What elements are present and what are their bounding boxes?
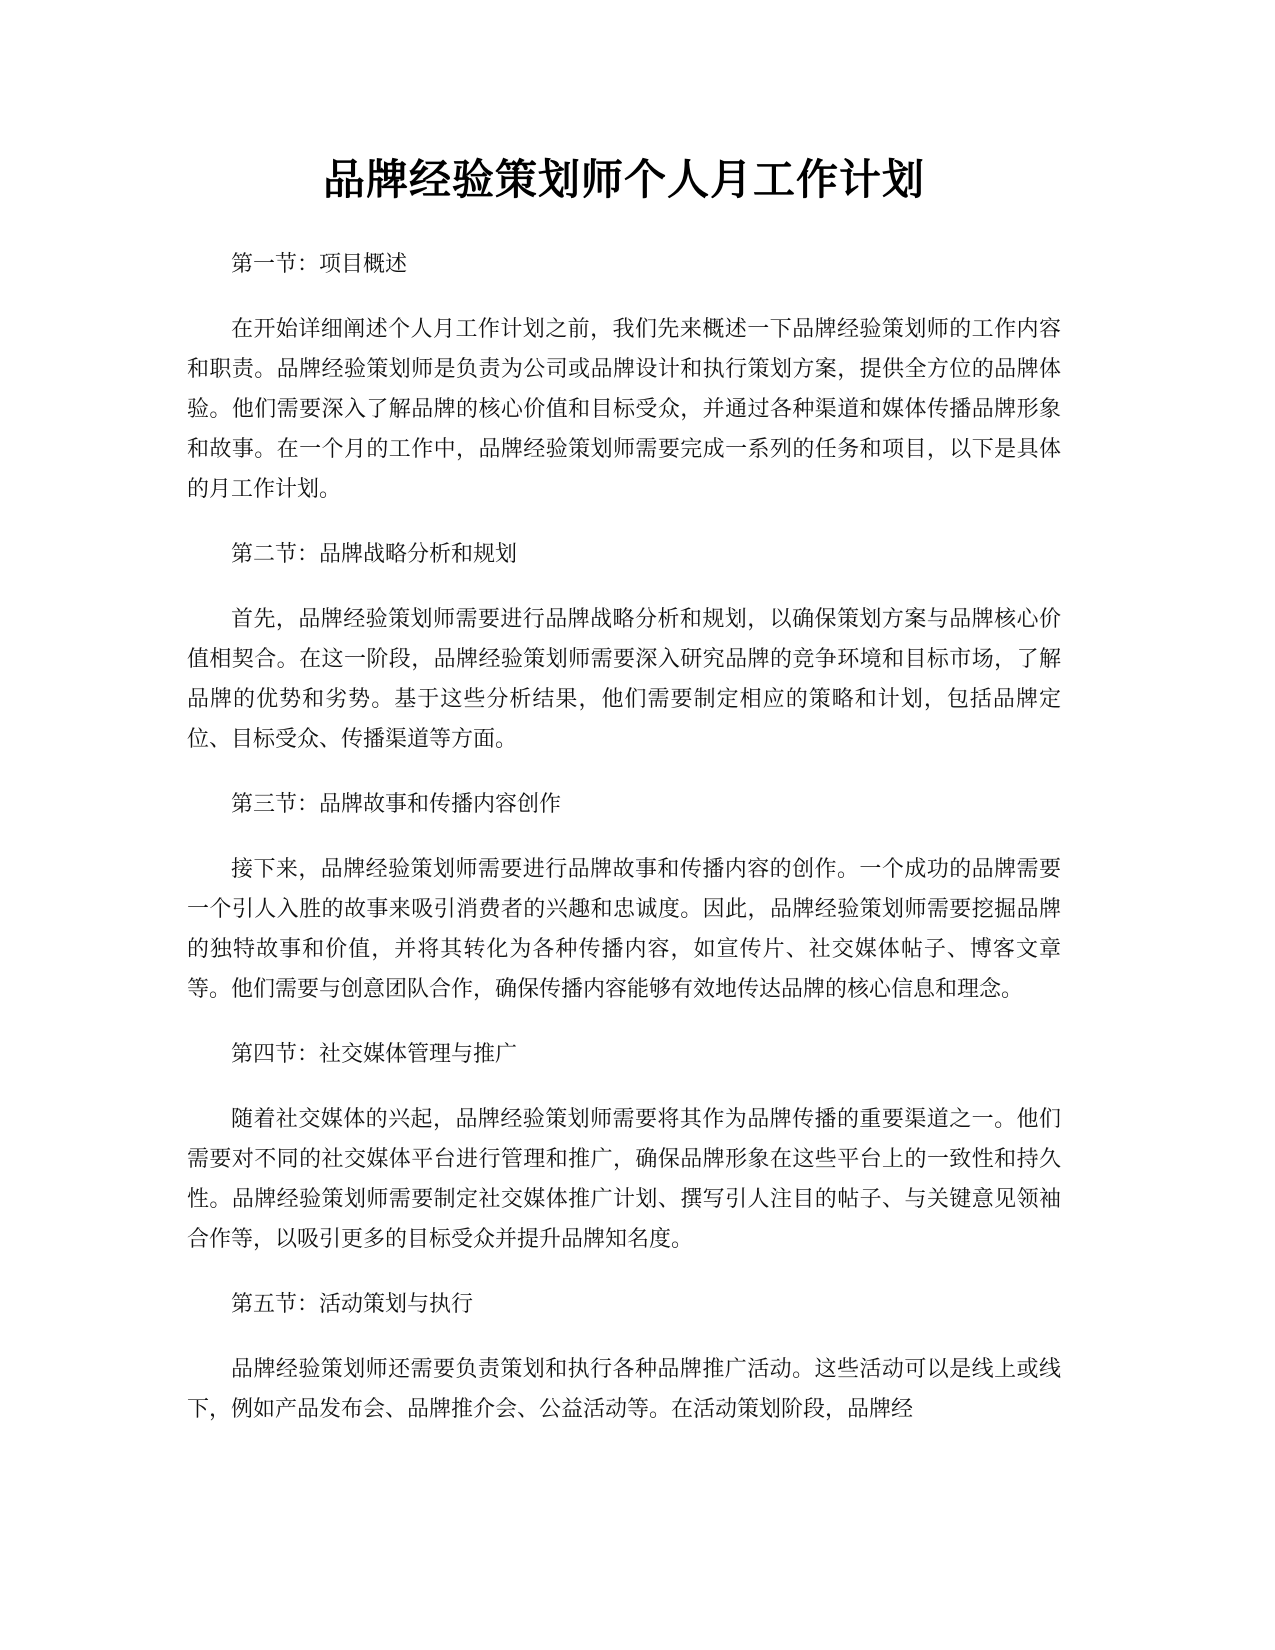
- document-title: 品牌经验策划师个人月工作计划: [322, 155, 925, 204]
- section-heading: 第三节：品牌故事和传播内容创作: [231, 792, 562, 817]
- section-1: [187, 248, 1061, 510]
- section-3: [187, 788, 1061, 1010]
- section-2: [187, 538, 1061, 760]
- section-paragraph: 在开始详细阐述个人月工作计划之前，我们先来概述一下品牌经验策划师的工作内容和职责。品牌经验策划师是负责为公司或品牌设计和执行策划方案，提供全方位的品牌体验。他们需要深入了解品牌的核心价值和目标受众，并通过各种渠道和媒体传播品牌形象和故事。在一个月的工作中，品牌经验策划师需要完成一系列的任务和项目，以下是具体的月工作计划。: [187, 317, 1061, 502]
- section-5: [187, 1288, 1061, 1430]
- section-heading: 第四节：社交媒体管理与推广: [231, 1042, 518, 1067]
- section-heading: 第二节：品牌战略分析和规划: [231, 542, 518, 567]
- section-paragraph: 品牌经验策划师还需要负责策划和执行各种品牌推广活动。这些活动可以是线上或线下，例如产品发布会、品牌推介会、公益活动等。在活动策划阶段，品牌经: [187, 1357, 1061, 1422]
- section-paragraph: 首先，品牌经验策划师需要进行品牌战略分析和规划，以确保策划方案与品牌核心价值相契合。在这一阶段，品牌经验策划师需要深入研究品牌的竞争环境和目标市场，了解品牌的优势和劣势。基于这些分析结果，他们需要制定相应的策略和计划，包括品牌定位、目标受众、传播渠道等方面。: [187, 607, 1061, 752]
- section-heading: 第一节：项目概述: [231, 252, 408, 277]
- section-4: [187, 1038, 1061, 1260]
- section-paragraph: 接下来，品牌经验策划师需要进行品牌故事和传播内容的创作。一个成功的品牌需要一个引人入胜的故事来吸引消费者的兴趣和忠诚度。因此，品牌经验策划师需要挖掘品牌的独特故事和价值，并将其转化为各种传播内容，如宣传片、社交媒体帖子、博客文章等。他们需要与创意团队合作，确保传播内容能够有效地传达品牌的核心信息和理念。: [187, 857, 1061, 1002]
- section-paragraph: 随着社交媒体的兴起，品牌经验策划师需要将其作为品牌传播的重要渠道之一。他们需要对不同的社交媒体平台进行管理和推广，确保品牌形象在这些平台上的一致性和持久性。品牌经验策划师需要制定社交媒体推广计划、撰写引人注目的帖子、与关键意见领袖合作等，以吸引更多的目标受众并提升品牌知名度。: [187, 1107, 1061, 1252]
- section-heading: 第五节：活动策划与执行: [231, 1292, 474, 1317]
